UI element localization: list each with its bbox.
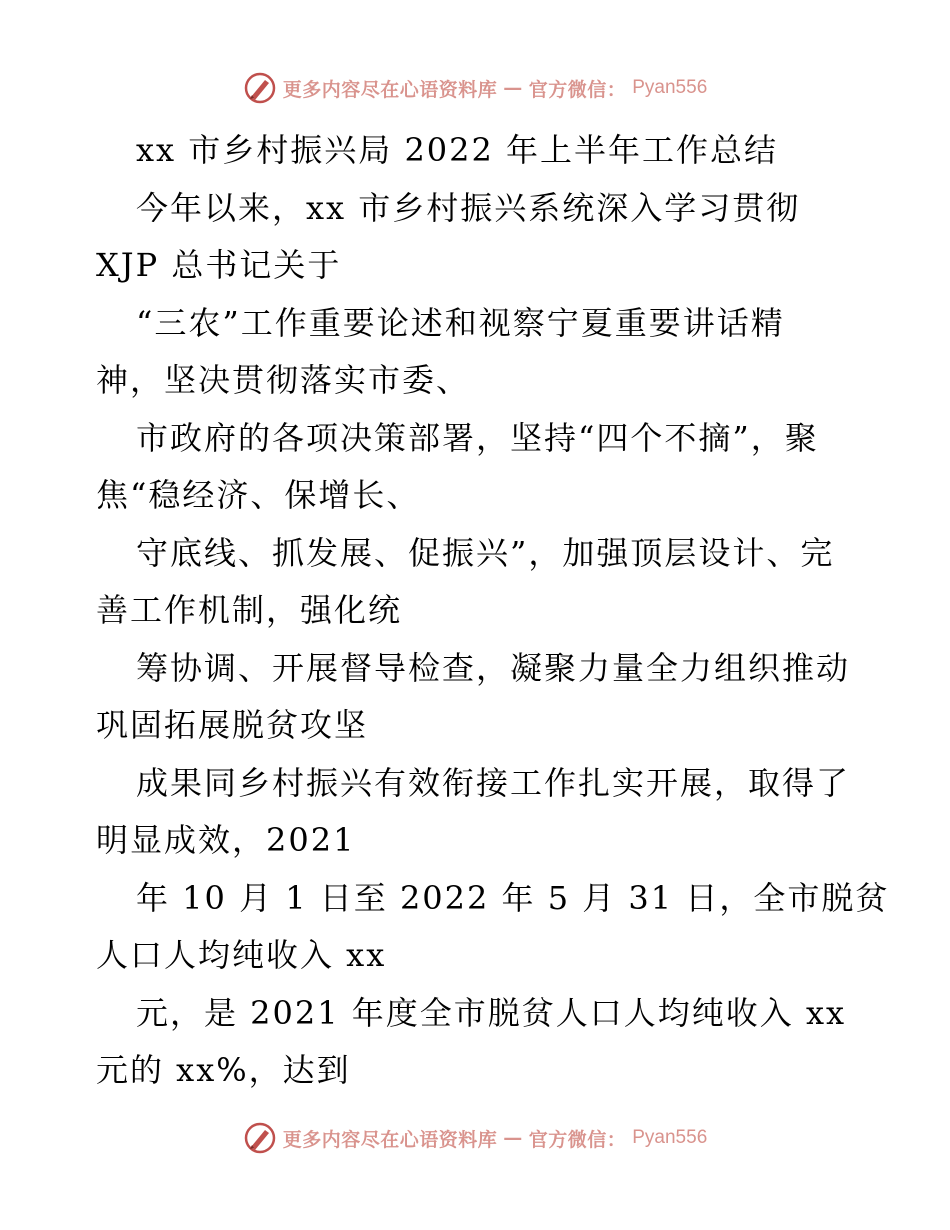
- paragraph-line: 筹协调、开展督导检查，凝聚力量全力组织推动: [136, 648, 851, 687]
- paragraph-line: 明显成效，2021: [96, 821, 356, 859]
- footer-watermark: [0, 1118, 950, 1158]
- watermark-official: 官方微信：: [528, 1128, 627, 1151]
- paragraph-line: XJP 总书记关于: [96, 246, 342, 284]
- watermark-official: 官方微信：: [528, 78, 627, 101]
- watermark-dash: —: [503, 77, 523, 99]
- watermark-account: Pyan556: [632, 1127, 708, 1148]
- paragraph-line: 焦“稳经济、保增长、: [96, 476, 421, 514]
- pen-logo-icon: [243, 71, 277, 105]
- paragraph-line: 巩固拓展脱贫攻坚: [96, 706, 369, 744]
- paragraph-line: 神，坚决贯彻落实市委、: [96, 361, 471, 399]
- watermark-dash: —: [503, 1127, 523, 1149]
- paragraph-line: 成果同乡村振兴有效衔接工作扎实开展，取得了: [136, 763, 851, 802]
- paragraph-line: 元，是 2021 年度全市脱贫人口人均纯收入 xx: [136, 993, 847, 1032]
- document-body: [96, 122, 890, 1100]
- watermark-account: Pyan556: [632, 77, 708, 98]
- pen-logo-icon: [243, 1121, 277, 1155]
- paragraph-line: 元的 xx%，达到: [96, 1051, 351, 1089]
- paragraph-line: 年 10 月 1 日至 2022 年 5 月 31 日，全市脱贫: [136, 878, 890, 917]
- document-title: xx 市乡村振兴局 2022 年上半年工作总结: [136, 131, 779, 169]
- paragraph-line: “三农”工作重要论述和视察宁夏重要讲话精: [136, 303, 785, 342]
- watermark-brand: 更多内容尽在心语资料库: [282, 1128, 498, 1151]
- paragraph-line: 市政府的各项决策部署，坚持“四个不摘”，聚: [136, 418, 819, 457]
- watermark-brand: 更多内容尽在心语资料库: [282, 78, 498, 101]
- header-watermark: [0, 68, 950, 108]
- paragraph-line: 守底线、抓发展、促振兴”，加强顶层设计、完: [136, 533, 835, 572]
- paragraph-line: 今年以来，xx 市乡村振兴系统深入学习贯彻: [136, 188, 801, 227]
- paragraph-line: 善工作机制，强化统: [96, 591, 403, 629]
- paragraph-line: 人口人均纯收入 xx: [96, 936, 387, 974]
